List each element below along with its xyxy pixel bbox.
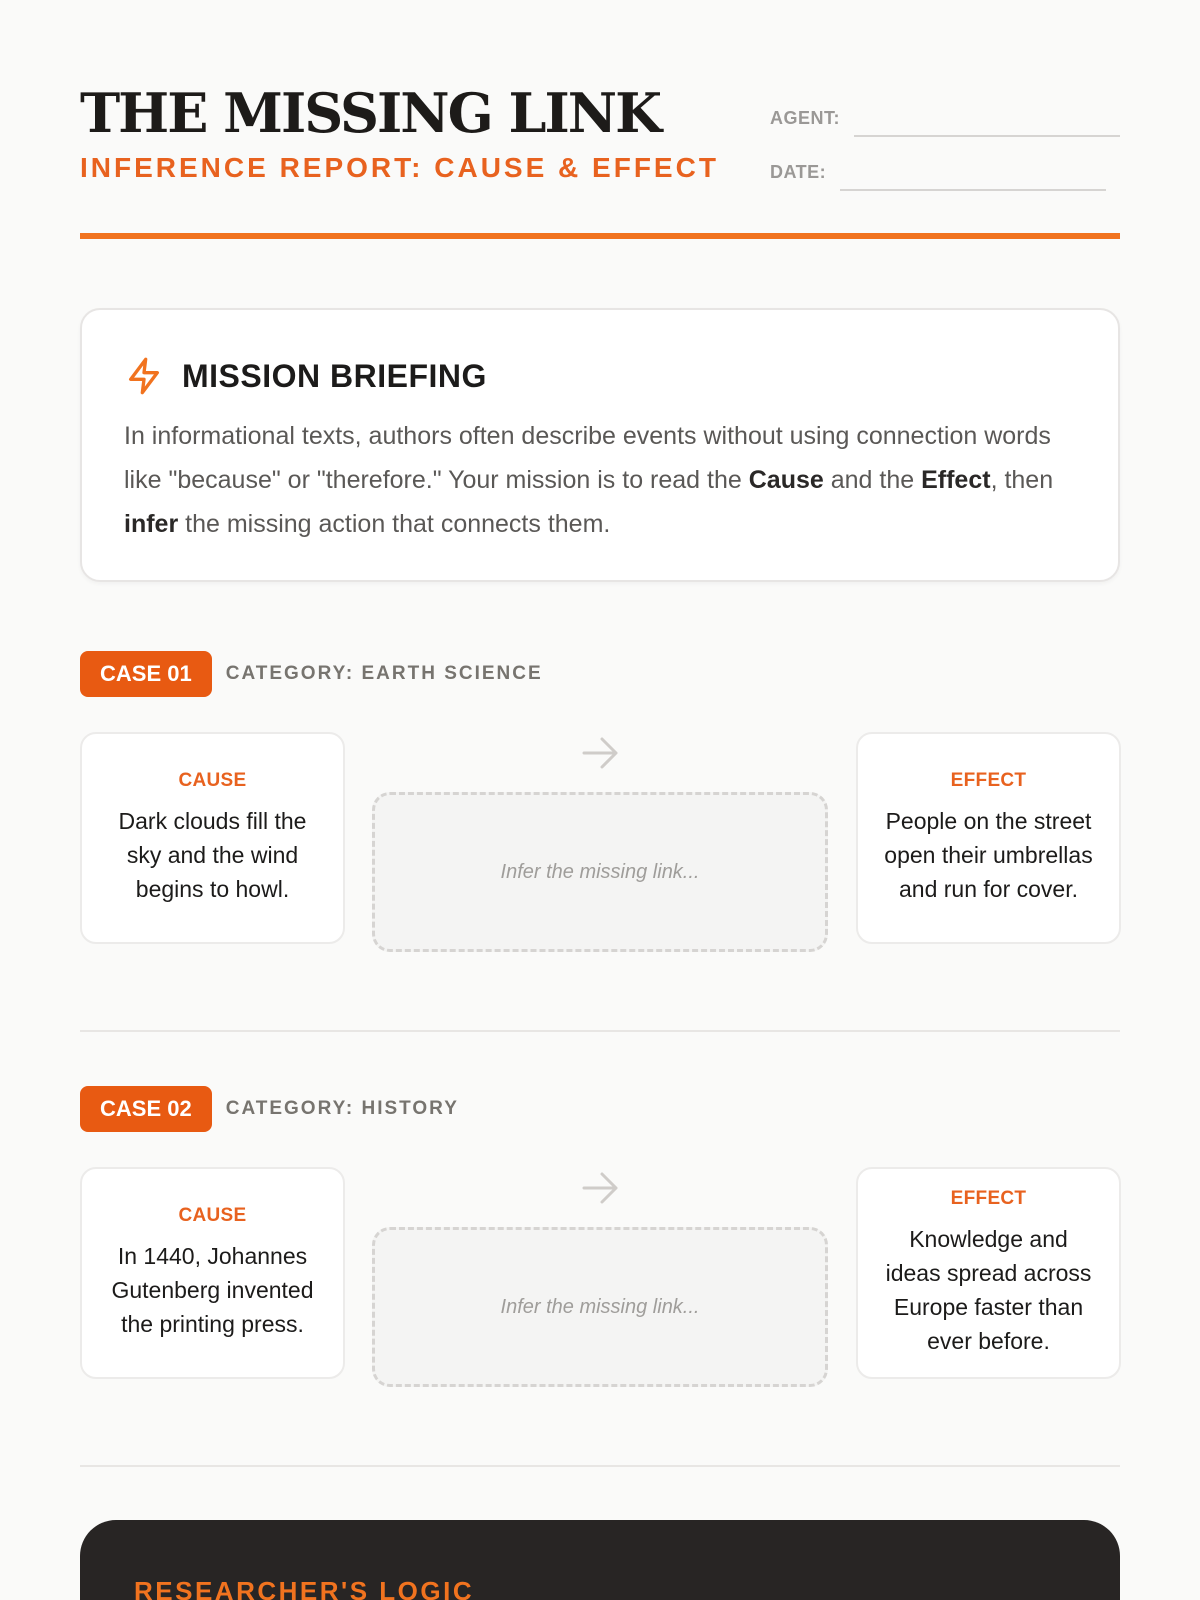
briefing-header <box>124 352 1076 400</box>
case-01 <box>80 650 1120 960</box>
effect-text: People on the street open their umbrellas and run for cover. <box>884 808 1093 902</box>
briefing-bold-infer: infer <box>124 510 179 538</box>
date-field <box>770 162 1106 183</box>
missing-link-placeholder: Infer the missing link... <box>500 860 700 883</box>
case-02 <box>80 1085 1120 1395</box>
effect-card <box>856 1167 1121 1379</box>
briefing-text-part: the missing action that connects them. <box>178 510 611 538</box>
effect-label: EFFECT <box>950 770 1027 791</box>
briefing-bold-effect: Effect <box>921 466 991 494</box>
missing-link-input[interactable] <box>372 792 828 952</box>
effect-label: EFFECT <box>950 1188 1027 1209</box>
date-input-line[interactable] <box>840 189 1106 191</box>
briefing-title: MISSION BRIEFING <box>182 357 487 394</box>
researchers-logic-panel <box>80 1520 1120 1600</box>
missing-link-placeholder: Infer the missing link... <box>500 1295 700 1318</box>
cause-label: CAUSE <box>178 1205 247 1226</box>
case-category: CATEGORY: EARTH SCIENCE <box>225 663 543 684</box>
case-category: CATEGORY: HISTORY <box>225 1098 459 1119</box>
header-divider <box>80 233 1120 239</box>
case-badge: CASE 01 <box>80 651 212 697</box>
page-title: THE MISSING LINK <box>80 81 661 145</box>
logic-title: RESEARCHER'S LOGIC <box>134 1576 475 1600</box>
cause-card <box>80 732 345 944</box>
effect-card <box>856 732 1121 944</box>
lightning-bolt-icon <box>124 356 164 396</box>
cause-text: In 1440, Johannes Gutenberg invented the printing press. <box>111 1243 314 1337</box>
case-badge: CASE 02 <box>80 1086 212 1132</box>
cause-card <box>80 1167 345 1379</box>
agent-label: AGENT: <box>770 108 840 128</box>
header <box>80 78 1120 240</box>
briefing-bold-cause: Cause <box>748 466 824 494</box>
case-header <box>80 650 1120 698</box>
date-label: DATE: <box>770 162 827 182</box>
cause-label: CAUSE <box>178 770 247 791</box>
arrow-right-icon <box>580 734 622 772</box>
briefing-text-part: In informational texts, authors often describe events without using connection words like "because" or "therefore." Your mission is to read the <box>124 422 1051 494</box>
section-divider <box>80 1030 1120 1032</box>
section-divider <box>80 1465 1120 1467</box>
missing-link-input[interactable] <box>372 1227 828 1387</box>
agent-input-line[interactable] <box>854 135 1120 137</box>
arrow-right-icon <box>580 1169 622 1207</box>
briefing-text-part: and the <box>823 466 922 494</box>
mission-briefing-card <box>80 308 1120 582</box>
agent-field <box>770 108 1120 129</box>
page-subtitle: INFERENCE REPORT: CAUSE & EFFECT <box>80 152 719 183</box>
effect-text: Knowledge and ideas spread across Europe faster than ever before. <box>885 1226 1092 1354</box>
briefing-text <box>124 414 1064 546</box>
cause-text: Dark clouds fill the sky and the wind begins to howl. <box>118 808 307 902</box>
case-header <box>80 1085 1120 1133</box>
briefing-text-part: , then <box>990 466 1054 494</box>
